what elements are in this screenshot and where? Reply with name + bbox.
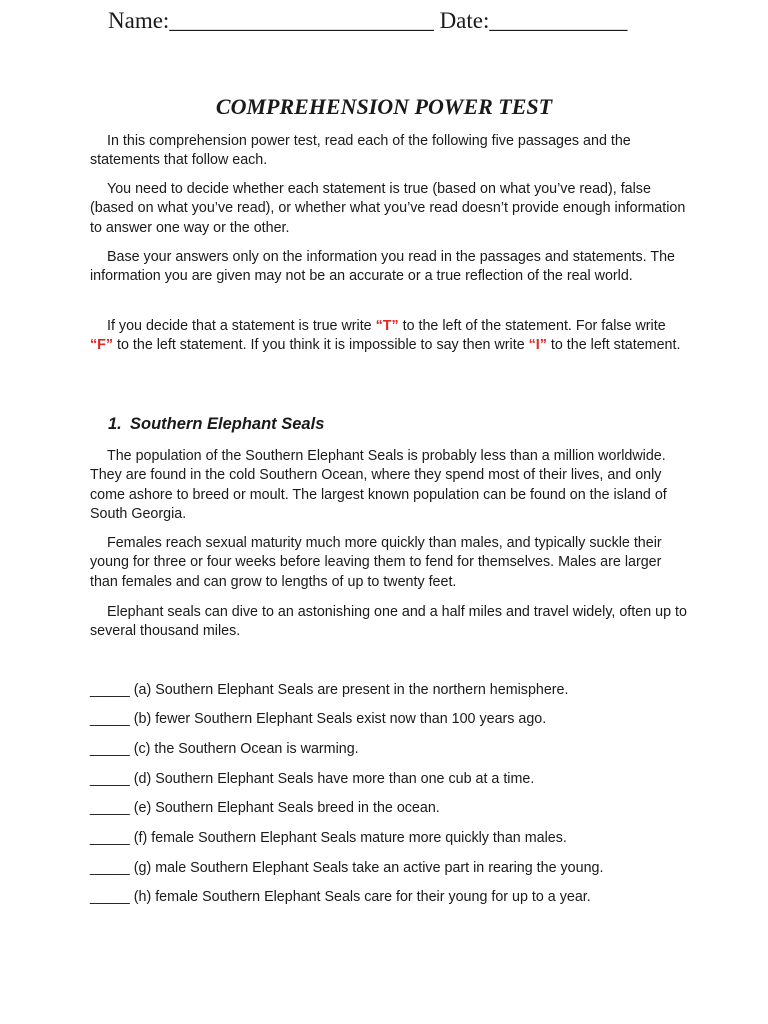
answer-blank: _____	[90, 830, 130, 846]
section-title: Southern Elephant Seals	[130, 415, 325, 433]
name-label: Name:	[108, 8, 170, 33]
statement-f	[90, 828, 567, 848]
answer-blank: _____	[90, 711, 130, 727]
passage-text-2: Females reach sexual maturity much more quickly than males, and typically suckle their young for three or four weeks before leaving them to fend for themselves. Males are larger than females and can grow to lengths of up to twenty feet.	[90, 535, 662, 590]
statement-c	[90, 739, 359, 759]
intro-paragraph-4	[90, 317, 690, 356]
false-mark: “F”	[90, 337, 114, 354]
statement-text: (a) Southern Elephant Seals are present in the northern hemisphere.	[133, 682, 569, 698]
intro-text-3: Base your answers only on the information you read in the passages and statements. The information you are given may not be an accurate or a true reflection of the real world.	[90, 249, 675, 285]
statement-b	[90, 709, 546, 729]
answer-blank: _____	[90, 800, 130, 816]
statement-text: (f) female Southern Elephant Seals mature more quickly than males.	[133, 830, 567, 846]
answer-blank: _____	[90, 889, 130, 905]
impossible-mark: “I”	[528, 337, 547, 354]
section-heading	[108, 413, 324, 435]
section-number: 1.	[108, 415, 122, 433]
header-line	[108, 6, 627, 36]
intro-text-4	[90, 317, 690, 356]
name-blank: _______________________	[169, 8, 434, 33]
statement-text: (b) fewer Southern Elephant Seals exist now than 100 years ago.	[133, 711, 547, 727]
passage-paragraph-2	[90, 534, 690, 592]
statement-text: (c) the Southern Ocean is warming.	[133, 741, 359, 757]
statement-text: (e) Southern Elephant Seals breed in the ocean.	[133, 800, 440, 816]
statement-text: (h) female Southern Elephant Seals care for their young for up to a year.	[133, 889, 591, 905]
intro-text-2: You need to decide whether each statement is true (based on what you’ve read), false (based on what you’ve read), or whether what you’ve read doesn’t provide enough information to answer one way or the other.	[90, 181, 686, 236]
answer-blank: _____	[90, 860, 130, 876]
page-title: COMPREHENSION POWER TEST	[215, 94, 553, 119]
instruction-text-2: to the left of the statement. For false write	[398, 318, 666, 334]
intro-paragraph-3	[90, 248, 690, 287]
statement-g	[90, 858, 603, 878]
statement-d	[90, 769, 534, 789]
passage-paragraph-1	[90, 447, 690, 525]
true-mark: “T”	[375, 318, 399, 334]
passage-text-1: The population of the Southern Elephant Seals is probably less than a million worldwide. They are found in the cold Southern Ocean, where they spend most of their lives, and only come ashore to breed or moult. The largest known population can be found on the island of South Georgia.	[90, 448, 667, 523]
instruction-text-1: If you decide that a statement is true write	[107, 318, 376, 334]
intro-paragraph-1	[90, 132, 690, 171]
statement-text: (d) Southern Elephant Seals have more than one cub at a time.	[133, 771, 535, 787]
statement-text: (g) male Southern Elephant Seals take an active part in rearing the young.	[133, 860, 604, 876]
answer-blank: _____	[90, 682, 130, 698]
statement-e	[90, 798, 440, 818]
passage-text-3: Elephant seals can dive to an astonishing one and a half miles and travel widely, often up to several thousand miles.	[90, 604, 687, 640]
intro-text-1: In this comprehension power test, read each of the following five passages and the statements that follow each.	[90, 133, 631, 169]
statement-a	[90, 680, 568, 700]
answer-blank: _____	[90, 741, 130, 757]
answer-blank: _____	[90, 771, 130, 787]
intro-paragraph-2	[90, 180, 690, 238]
instruction-text-3: to the left statement. If you think it is impossible to say then write	[113, 337, 529, 354]
date-label: Date:	[439, 8, 490, 33]
passage-paragraph-3	[90, 603, 690, 642]
instruction-text-4: to the left statement.	[546, 337, 681, 354]
statement-h	[90, 887, 591, 907]
date-blank: ____________	[489, 8, 628, 33]
